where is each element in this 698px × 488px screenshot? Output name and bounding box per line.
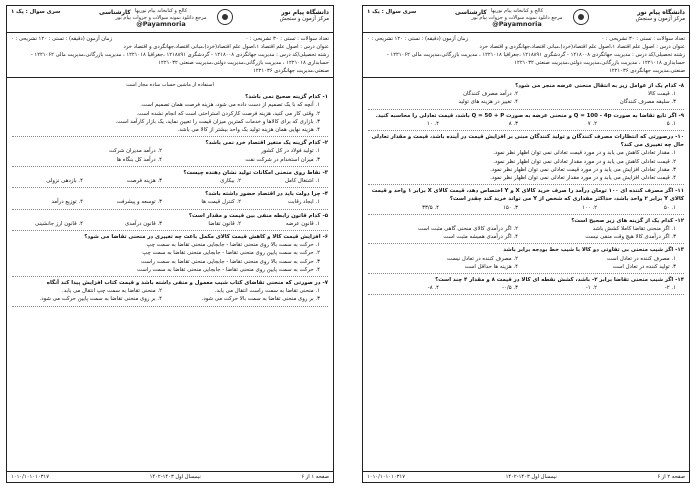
divider	[368, 130, 684, 131]
answer-option[interactable]: ۲. حرکت به سمت پایین روی منحنی تقاضا - جابجایی منحنی تقاضا به سمت چپ	[142, 250, 320, 257]
degree-label: کارشناسی	[455, 9, 487, 16]
page-footer	[7, 471, 333, 482]
answer-option[interactable]: ۱. مقدار تعادلی کاهش می یابد و در مورد قیمت تعادلی نمی توان اظهار نظر نمود.	[493, 150, 676, 157]
answer-option[interactable]: ۲. قانون تقاضا	[208, 220, 241, 227]
question-number: ۱-	[322, 94, 328, 101]
options-group	[368, 255, 684, 271]
question-text	[12, 212, 328, 220]
university-name: دانشگاه پیام نور	[637, 9, 685, 16]
answer-option[interactable]: ۱. ۵	[666, 120, 676, 127]
center-name: مرکز آزمون و سنجش	[635, 16, 685, 22]
answer-option[interactable]: ۱. قیمت کالا	[648, 91, 676, 98]
university-seal-icon	[217, 9, 233, 25]
term-label: نیمسال اول ۱۴۰۳-۱۴۰۲	[149, 474, 201, 480]
options-group	[368, 284, 684, 292]
question-stem: افزایش قیمت کالا و کاهش قیمت کالای مکمل باعث چه تغییری در منحنی تقاضا می شود؟	[84, 234, 321, 241]
options-group	[368, 149, 684, 182]
answer-option[interactable]: ۱. قانون عرضه	[285, 220, 320, 227]
watermark-handle: @Payamnoria	[136, 20, 186, 28]
calculator-note: استفاده از ماشین حساب ساده مجاز است	[126, 82, 214, 88]
options-group	[12, 177, 328, 185]
answer-option[interactable]: ۳. اگر درآمدی کالا هیچ وقت منفی نیست	[585, 234, 676, 241]
question-stem: اگر تابع تقاضا به صورت Q = 100 - 4p و منحنی عرضه به صورت Q = 50 + P باشد، قیمت تعادلی را محاسبه کنید.	[375, 112, 677, 119]
question-stem: کدام یک از گزینه های زیر صحیح است؟	[571, 217, 674, 224]
question-stem: اگر شیب منحنی تقاضا برابر ۲- باشد، کشش نقطه ای کالا در قیمت ۸ و مقدار ۴ چند است؟	[435, 277, 674, 284]
term-label: نیمسال اول ۱۴۰۳-۱۴۰۲	[505, 474, 557, 480]
answer-option[interactable]: ۱. اشتغال کامل	[284, 178, 320, 185]
question-stem: چرا دولت باید در اقتصاد حضور داشته باشد؟	[205, 191, 321, 198]
watermark-line-2: مرجع دانلود نمونه سوالات و جزوات پیام نور	[471, 14, 563, 21]
question-stem: اگر مصرف کننده ای ۱۰۰ تومان درآمد را صرف خرید کالای X و Y اختصاص دهد، قیمت کالای X برابر ۱ واحد و قیمت کالای Y برابر ۲ واحد باشد، حداکثر مقداری که شخص از Y می تواند خرید کند چقدر است؟	[371, 188, 684, 203]
divider	[368, 109, 684, 110]
degree-label: کارشناسی	[99, 9, 131, 16]
divider	[368, 243, 684, 244]
answer-option[interactable]: ۱. ایجاد رقابت	[287, 199, 320, 206]
question-number: ۶-	[322, 234, 328, 241]
options-group	[368, 204, 684, 212]
answer-option[interactable]: ۲. درآمد مدیران شرکت	[109, 148, 162, 155]
exam-page-right	[362, 5, 690, 483]
divider	[12, 187, 328, 188]
question-number: ۲-	[322, 140, 328, 147]
question-item	[12, 93, 328, 137]
university-brand	[589, 9, 685, 23]
watermark-line-1: کالج و کتابخانه پیام نوریها	[490, 8, 544, 14]
answer-option[interactable]: ۱. اگر منحنی تقاضا کاملا کشش باشد	[592, 226, 676, 233]
series-label: سری سوال : یک ۱	[367, 9, 417, 15]
options-group	[368, 225, 684, 241]
divider	[12, 306, 328, 307]
question-text	[12, 139, 328, 147]
answer-option[interactable]: ۴. بر روی منحنی تقاضا به سمت پایین حرکت می شود.	[39, 296, 162, 303]
options-group	[12, 287, 328, 303]
question-text	[368, 187, 684, 203]
question-counts: تعداد سوالات : تستی : ۳۰ تشریحی : ۰	[245, 36, 329, 42]
answer-option[interactable]: ۴. اگر درآمدی همیشه مثبت است	[443, 234, 518, 241]
answer-option[interactable]: ۲. کنترل قیمت ها	[201, 199, 241, 206]
question-number: ۱۰-	[675, 134, 684, 141]
question-stem: درصورتی که انتظارات مصرف کنندگان و تولید کنندگان مبنی بر افزایش قیمت در آینده باشد، قیمت و مقدار تعادلی حال چه تغییری می کند؟	[371, 134, 684, 149]
field-codes: رشته تحصیلی/کد درس : مدیریت جهانگردی ۱۲۱۸۰۰۸ - گردشگری ۱۲۱۸۸۹۱ ،جغرافیا ۱۲۲۱۰۱۸ ، مدیریت بازرگانی،مدیریت مالی ۱۲۲۱۰۶۲ - حسابداری ۱۲۲۱۰۱۸ ، مدیریت بازرگانی،مدیریت دولتی،مدیریت صنعتی ۱۲۲۱۰۳۲	[30, 52, 329, 66]
field-codes-2: صنعتی،مدیریت جهانگردی ۱۲۲۱۰۳۶	[609, 68, 685, 74]
question-item	[12, 233, 328, 277]
answer-option[interactable]: ۲. درآمد مصرف کنندگان	[463, 91, 518, 98]
divider	[368, 184, 684, 185]
question-stem: نقاط روی منحنی امکانات تولید نشان دهنده چیست؟	[183, 169, 321, 176]
exam-info	[363, 33, 689, 78]
answer-option[interactable]: ۴. تغییر در هزینه های تولید	[458, 99, 518, 106]
options-group	[12, 241, 328, 274]
question-text	[368, 217, 684, 225]
exam-info	[7, 33, 333, 78]
question-stem: کدام گزینه صحیح نمی باشد؟	[245, 94, 321, 101]
divider	[12, 230, 328, 231]
question-item	[368, 217, 684, 245]
answer-option[interactable]: ۳. قانون درآمدی	[125, 220, 162, 227]
divider	[12, 166, 328, 167]
question-number: ۴-	[322, 191, 328, 198]
university-brand	[233, 9, 329, 23]
question-text	[12, 233, 328, 241]
university-seal-icon	[573, 9, 589, 25]
answer-option[interactable]: ۴. حرکت به سمت پایین روی منحنی تقاضا - جابجایی منحنی تقاضا به سمت راست	[136, 266, 320, 273]
divider	[12, 136, 328, 137]
questions-right	[363, 78, 689, 299]
options-group	[12, 101, 328, 134]
question-text	[368, 276, 684, 284]
question-item	[12, 139, 328, 167]
options-group	[12, 198, 328, 206]
question-number: ۱۴-	[675, 277, 684, 284]
answer-option[interactable]: ۲. اگر درآمدی کالای منحنی گاهی مثبت است	[418, 226, 518, 233]
answer-option[interactable]: ۲. مصرف کننده در تعادل نیست	[446, 255, 518, 262]
question-item	[368, 187, 684, 215]
watermark-line-2: مرجع دانلود نمونه سوالات و جزوات پیام نور	[115, 14, 207, 21]
answer-option[interactable]: ۴. ۱۰	[426, 120, 439, 127]
answer-option[interactable]: ۴. درآمد کل بنگاه ها	[116, 156, 162, 163]
answer-option[interactable]: ۴. قانون ارز جانشینی	[35, 220, 83, 227]
answer-option[interactable]: ۲. قیمت تعادلی کاهش می یابد و در مورد مقدار تعادلی نمی توان اظهار نظر نمود.	[493, 158, 676, 165]
question-item	[368, 246, 684, 274]
question-item	[12, 169, 328, 188]
page-header	[363, 6, 689, 33]
options-group	[368, 120, 684, 128]
answer-option[interactable]: ۳. حرکت به سمت بالا روی منحنی تقاضا - جابجایی منحنی تقاضا به سمت راست	[141, 258, 320, 265]
options-group	[368, 90, 684, 106]
answer-option[interactable]: ۲. وقتی کار می کنید، هزینه فرصت کارکردن استراحتی است که انجام نشده است.	[136, 110, 320, 117]
answer-option[interactable]: ۴. هزینه نهایی همان هزینه تولید یک واحد بیشتر از کالا می باشد.	[177, 127, 320, 134]
question-number: ۱۱-	[675, 188, 684, 195]
answer-option[interactable]: ۲. بیکاری	[220, 178, 241, 185]
question-text	[368, 246, 684, 254]
answer-option[interactable]: ۴. هزینه ها حداقل است	[464, 263, 518, 270]
field-codes-2: صنعتی،مدیریت جهانگردی ۱۲۲۱۰۳۶	[253, 68, 329, 74]
answer-option[interactable]: ۱. منحنی تقاضا به سمت راست انتقال می یابد.	[214, 288, 320, 295]
answer-option[interactable]: ۳. ۰/۵-	[502, 285, 518, 292]
question-stem: اگر شیب منحنی بی تفاوتی دو کالا با شیب خط بودجه برابر باشد	[503, 247, 674, 254]
question-number: ۱۳-	[675, 247, 684, 254]
options-group	[12, 147, 328, 163]
question-number: ۸-	[678, 83, 684, 89]
answer-option[interactable]: ۳. بر روی منحنی تقاضا به سمت بالا حرکت می شود.	[201, 296, 320, 303]
answer-option[interactable]: ۴. ۸-	[427, 285, 439, 292]
question-stem: در صورتی که منحنی تقاضای کتاب شیب معمول و منفی داشته باشد و قیمت کتاب افزایش پیدا کند آنگاه	[46, 280, 321, 287]
answer-option[interactable]: ۳. بازاری که برای کالاها و خدمات کمترین میزان قیمت را تعیین نماید، یک بازار کارآمد است.	[115, 118, 320, 125]
answer-option[interactable]: ۳. تولید کننده در تعادل است	[612, 263, 676, 270]
university-name: دانشگاه پیام نور	[281, 9, 329, 16]
page-footer	[363, 471, 689, 482]
exam-time: زمان آزمون (دقیقه) : تستی : ۱۲۰ تشریحی : ۰	[11, 36, 112, 42]
answer-option[interactable]: ۳. هزینه فرصت	[126, 178, 162, 185]
question-number: ۹-	[678, 112, 684, 119]
divider	[368, 273, 684, 274]
question-text	[12, 190, 328, 198]
answer-option[interactable]: ۴. ۳۳/۵	[422, 204, 439, 211]
answer-option[interactable]: ۴. توزیع درآمد	[51, 199, 83, 206]
divider	[12, 276, 328, 277]
exam-code: ۱۰۱۰/۱۰۱۰۱۰۳۱۷	[367, 474, 405, 480]
question-stem: کدام یک از عوامل زیر به انتقال منحنی عرضه منجر می شود؟	[515, 83, 677, 89]
question-number: ۳-	[322, 169, 328, 176]
divider	[368, 294, 684, 295]
question-item	[368, 112, 684, 131]
answer-option[interactable]: ۲. ۱-	[585, 285, 597, 292]
divider	[368, 214, 684, 215]
questions-left	[7, 78, 333, 311]
answer-option[interactable]: ۲. منحنی تقاضا به سمت چپ انتقال می یابد.	[62, 288, 162, 295]
field-codes: رشته تحصیلی/کد درس : مدیریت جهانگردی ۱۲۱۸۰۰۸ - گردشگری ۱۲۱۸۸۹۱ ،جغرافیا ۱۲۲۱۰۱۸ ، مدیریت بازرگانی،مدیریت مالی ۱۲۲۱۰۶۲ - حسابداری ۱۲۲۱۰۱۸ ، مدیریت بازرگانی،مدیریت دولتی،مدیریت صنعتی ۱۲۲۱۰۳۲	[386, 52, 685, 66]
course-title: عنوان درس : اصول علم اقتصاد ۱،اصول علم اقتصاد(خرد)،مبانی اقتصاد،جهانگردی و اقتصاد خرد	[123, 44, 329, 50]
question-number: ۱۲-	[675, 217, 684, 224]
question-counts: تعداد سوالات : تستی : ۳۰ تشریحی : ۰	[601, 36, 685, 42]
watermark-handle: @Payamnoria	[492, 20, 542, 28]
answer-option[interactable]: ۱. ۲-	[664, 285, 676, 292]
answer-option[interactable]: ۲. ۷	[587, 120, 597, 127]
question-stem: کدام گزینه یک متغیر اقتصاد خرد نمی باشد؟	[205, 140, 321, 147]
series-label: سری سوال : یک ۱	[11, 9, 61, 15]
answer-option[interactable]: ۳. مقدار تعادلی افزایش می یابد و در مورد قیمت تعادلی نمی توان اظهار نظر نمود.	[490, 166, 676, 173]
question-item	[368, 133, 684, 185]
answer-option[interactable]: ۳. ۸	[508, 120, 518, 127]
question-item	[368, 276, 684, 295]
exam-page-left	[6, 5, 334, 483]
options-group	[12, 220, 328, 228]
answer-option[interactable]: ۲. ۱۰۰	[581, 204, 597, 211]
answer-option[interactable]: ۱. ۵۰	[663, 204, 676, 211]
divider	[12, 209, 328, 210]
exam-code: ۱۰۱۰/۱۰۱۰۱۰۳۱۷	[11, 474, 49, 480]
question-number: ۵-	[322, 212, 328, 219]
question-text	[368, 82, 684, 90]
course-title: عنوان درس : اصول علم اقتصاد ۱،اصول علم اقتصاد(خرد)،مبانی اقتصاد،جهانگردی و اقتصاد خرد	[479, 44, 685, 50]
answer-option[interactable]: ۱. حرکت به سمت بالا روی منحنی تقاضا - جابجایی منحنی تقاضا به سمت چپ	[146, 242, 320, 249]
question-text	[368, 112, 684, 120]
center-name: مرکز آزمون و سنجش	[279, 16, 329, 22]
answer-option[interactable]: ۳. توسعه و پیشرفت	[116, 199, 162, 206]
question-text	[368, 133, 684, 149]
page-number: صفحه ۱ از ۶	[301, 474, 329, 480]
answer-option[interactable]: ۴. بازدهی نزولی	[46, 178, 83, 185]
question-text	[12, 93, 328, 101]
exam-time: زمان آزمون (دقیقه) : تستی : ۱۲۰ تشریحی : ۰	[367, 36, 468, 42]
question-number: ۷-	[322, 280, 328, 287]
answer-option[interactable]: ۳. سلیقه مصرف کنندگان	[619, 99, 676, 106]
answer-option[interactable]: ۱. مصرف کننده در تعادل است	[606, 255, 676, 262]
page-number: صفحه ۲ از ۶	[657, 474, 685, 480]
question-item	[12, 212, 328, 231]
watermark-line-1: کالج و کتابخانه پیام نوریها	[134, 8, 188, 14]
answer-option[interactable]: ۳. ۱۵۰	[502, 204, 518, 211]
question-item	[12, 279, 328, 307]
question-stem: کدام قانون رابطه منفی بین قیمت و مقدار است؟	[188, 212, 321, 219]
page-header	[7, 6, 333, 33]
question-text	[12, 279, 328, 287]
answer-option[interactable]: ۱. آنچه که با یک تصمیم از دست داده می شود، هزینه فرصت همان تصمیم است.	[140, 102, 320, 109]
question-item	[12, 190, 328, 209]
answer-option[interactable]: ۱. تولید فولاد در کل کشور	[261, 148, 320, 155]
answer-option[interactable]: ۴. قیمت تعادلی افزایش می یابد و در مورد مقدار تعادلی نمی توان اظهار نظر نمود.	[490, 175, 676, 182]
answer-option[interactable]: ۳. میزان استخدام در شرکت نفت	[245, 156, 320, 163]
question-text	[12, 169, 328, 177]
question-item	[368, 82, 684, 110]
